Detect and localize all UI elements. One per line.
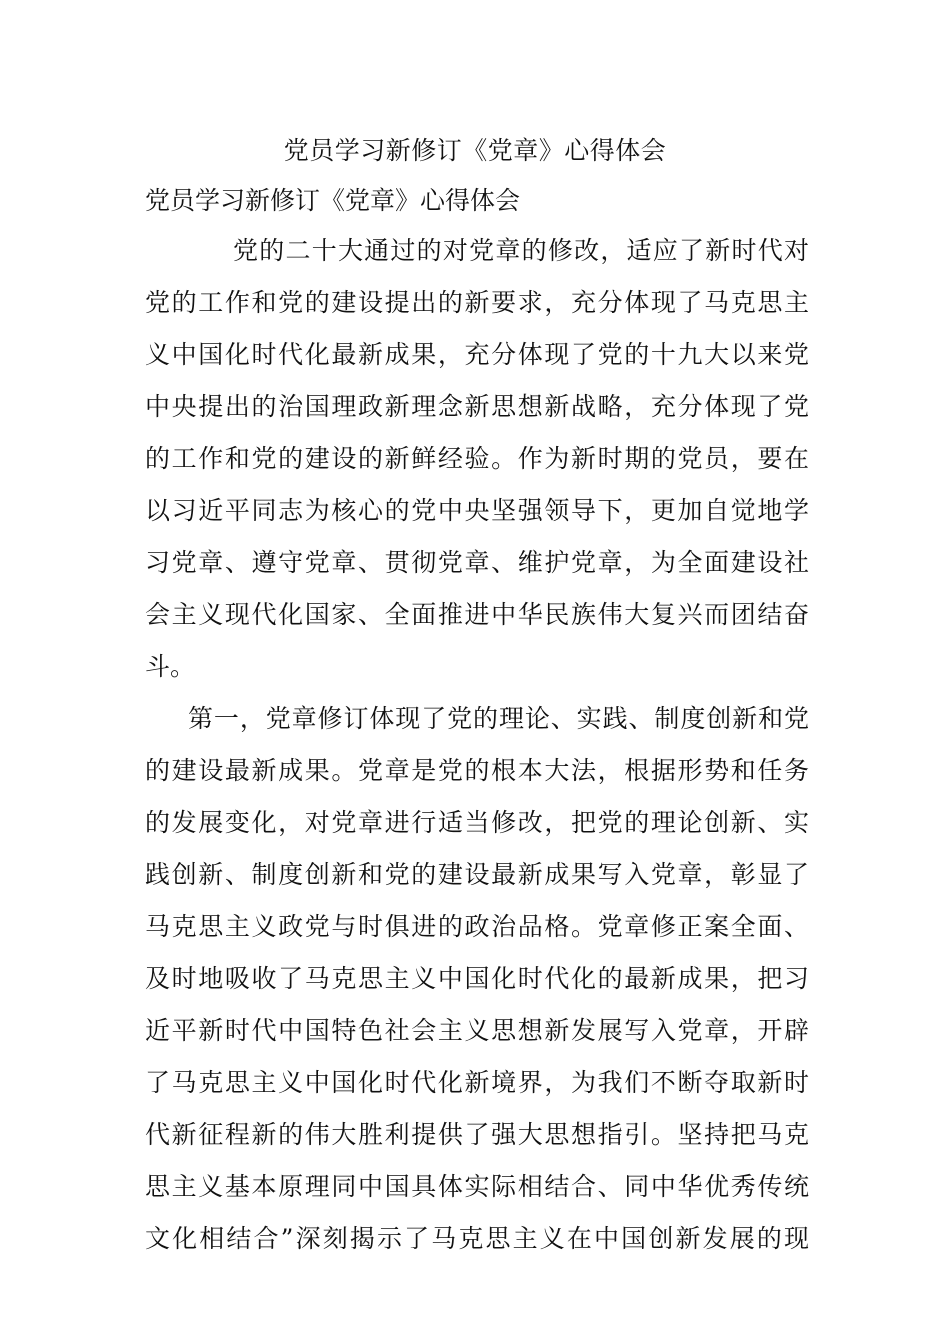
paragraph-2-line: 及时地吸收了马克思主义中国化时代化的最新成果，把习 [145,964,809,993]
paragraph-1-line: 会主义现代化国家、全面推进中华民族伟大复兴而团结奋 [145,600,809,629]
paragraph-1-line: 以习近平同志为核心的党中央坚强领导下，更加自觉地学 [145,496,809,525]
paragraph-1-line: 习党章、遵守党章、贯彻党章、维护党章，为全面建设社 [145,548,809,577]
document-subtitle: 党员学习新修订《党章》心得体会 [145,186,521,215]
paragraph-2-line: 马克思主义政党与时俱进的政治品格。党章修正案全面、 [145,912,809,941]
paragraph-2-line: 近平新时代中国特色社会主义思想新发展写入党章，开辟 [145,1016,809,1045]
paragraph-2-line: 思主义基本原理同中国具体实际相结合、同中华优秀传统 [145,1172,809,1201]
paragraph-1-line: 党的工作和党的建设提出的新要求，充分体现了马克思主 [145,288,809,317]
paragraph-2-line: 文化相结合”深刻揭示了马克思主义在中国创新发展的现 [145,1224,809,1253]
paragraph-1-line: 中央提出的治国理政新理念新思想新战略，充分体现了党 [145,392,809,421]
paragraph-2-line: 的发展变化，对党章进行适当修改，把党的理论创新、实 [145,808,809,837]
paragraph-1-line: 党的二十大通过的对党章的修改，适应了新时代对 [233,236,809,265]
paragraph-2-line: 第一，党章修订体现了党的理论、实践、制度创新和党 [188,704,809,733]
document-body [145,233,809,1273]
paragraph-1-line: 斗。 [145,652,196,681]
paragraph-1-line: 的工作和党的建设的新鲜经验。作为新时期的党员，要在 [145,444,809,473]
paragraph-2-line: 的建设最新成果。党章是党的根本大法，根据形势和任务 [145,756,809,785]
paragraph-1-line: 义中国化时代化最新成果，充分体现了党的十九大以来党 [145,340,809,369]
paragraph-2-line: 了马克思主义中国化时代化新境界，为我们不断夺取新时 [145,1068,809,1097]
paragraph-2-line: 代新征程新的伟大胜利提供了强大思想指引。坚持把马克 [145,1120,809,1149]
paragraph-2-line: 践创新、制度创新和党的建设最新成果写入党章，彰显了 [145,860,809,889]
document-title: 党员学习新修订《党章》心得体会 [283,136,667,165]
